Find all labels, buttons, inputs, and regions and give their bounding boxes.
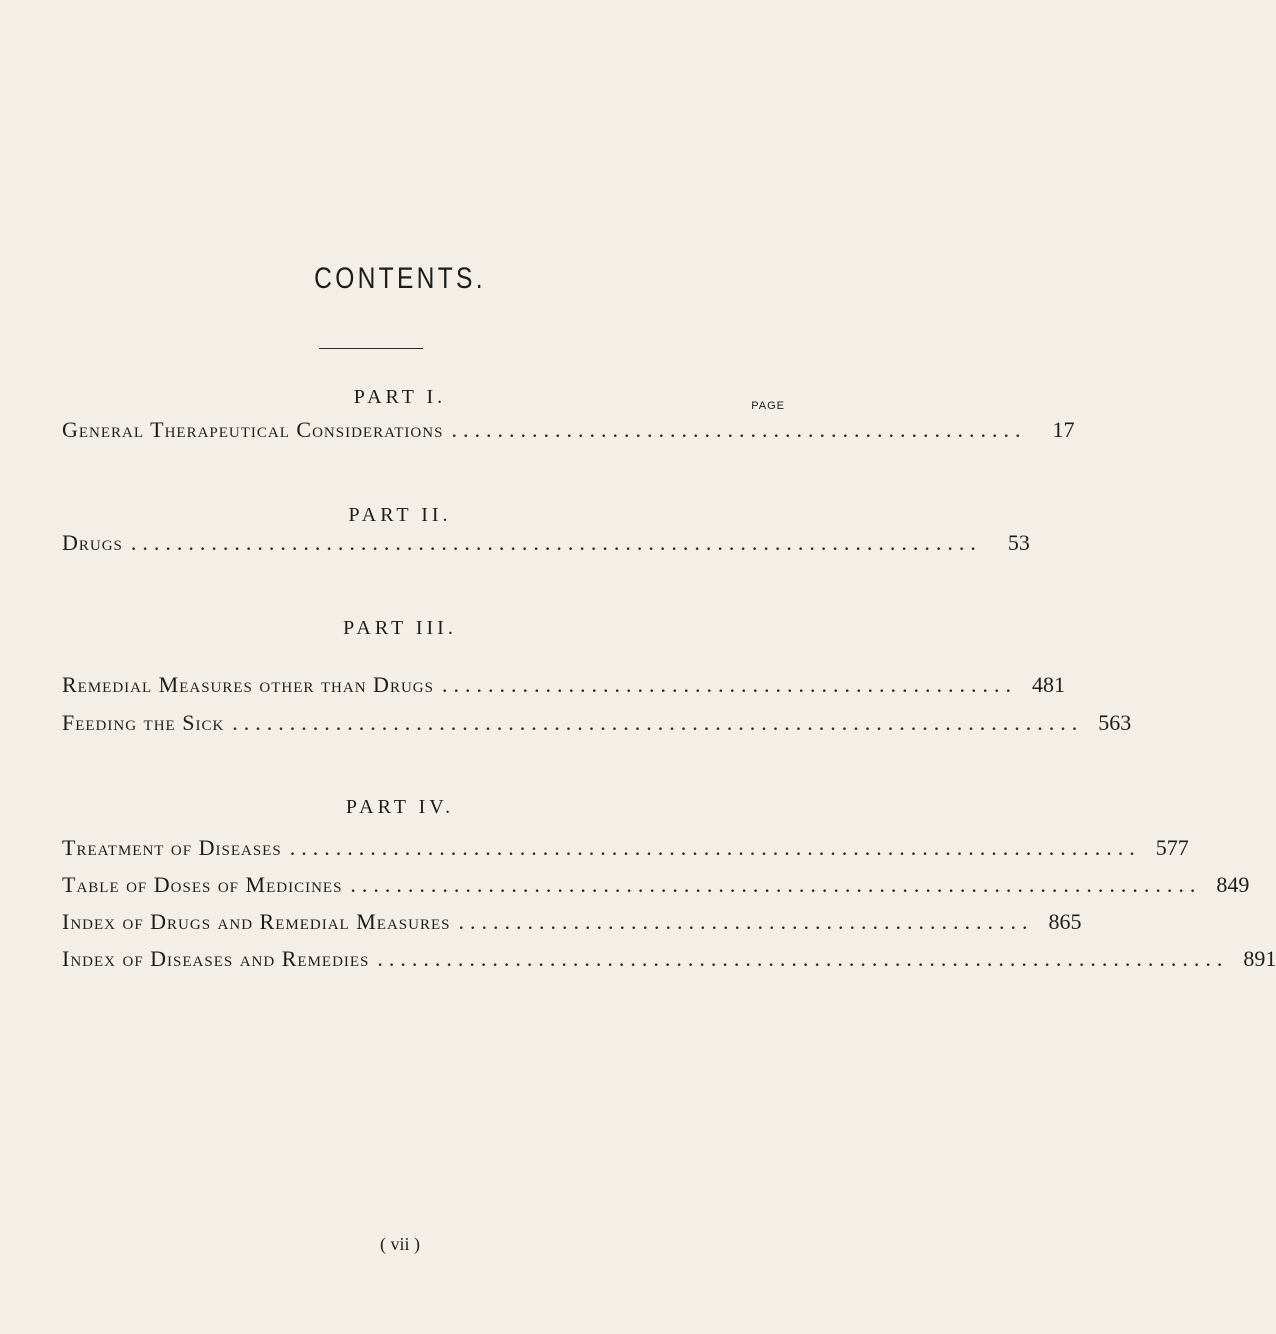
- toc-entry-label: General Therapeutical Considerations: [62, 417, 444, 442]
- toc-entry-page: 481: [1031, 672, 1065, 697]
- toc-entry: [62, 946, 1276, 976]
- toc-entry-label: Remedial Measures other than Drugs: [62, 672, 434, 697]
- toc-entry-label: Table of Doses of Medicines: [62, 872, 343, 897]
- toc-entry-label: Feeding the Sick: [62, 710, 225, 735]
- toc-entry: [62, 835, 1189, 865]
- toc-entry: [62, 872, 1250, 902]
- page-column-header: PAGE: [751, 400, 785, 412]
- leader-dots: ..................................................: [458, 909, 1034, 934]
- leader-dots: ..........................................................................: [289, 835, 1141, 860]
- title-rule: [319, 348, 423, 349]
- toc-entry-label: Drugs: [62, 530, 123, 555]
- toc-entry-page: 865: [1048, 909, 1082, 934]
- toc-entry-page: 849: [1216, 872, 1250, 897]
- toc-entry-label: Treatment of Diseases: [62, 835, 282, 860]
- toc-entry: [62, 672, 1065, 702]
- toc-entry: [62, 530, 1030, 560]
- part-2-heading: PART II.: [348, 504, 452, 526]
- toc-entry-page: 563: [1098, 710, 1132, 735]
- toc-entry-page: 577: [1155, 835, 1189, 860]
- toc-entry-page: 17: [1052, 417, 1075, 442]
- toc-entry-page: 891: [1243, 946, 1276, 971]
- leader-dots: ..........................................................................: [232, 710, 1084, 735]
- page-title: CONTENTS.: [314, 262, 486, 295]
- leader-dots: ..........................................................................: [130, 530, 982, 555]
- toc-entry-page: 53: [1007, 530, 1030, 555]
- toc-entry: [62, 710, 1132, 740]
- leader-dots: ..........................................................................: [350, 872, 1202, 897]
- leader-dots: ..................................................: [441, 672, 1017, 697]
- toc-entry: [62, 417, 1075, 447]
- page-number: ( vii ): [380, 1234, 420, 1254]
- part-3-heading: PART III.: [343, 617, 457, 639]
- toc-entry-label: Index of Drugs and Remedial Measures: [62, 909, 451, 934]
- leader-dots: ..........................................................................: [377, 946, 1229, 971]
- part-1-heading: PART I.: [353, 386, 447, 408]
- toc-entry: [62, 909, 1082, 939]
- part-4-heading: PART IV.: [345, 796, 455, 818]
- leader-dots: ..................................................: [451, 417, 1027, 442]
- toc-entry-label: Index of Diseases and Remedies: [62, 946, 370, 971]
